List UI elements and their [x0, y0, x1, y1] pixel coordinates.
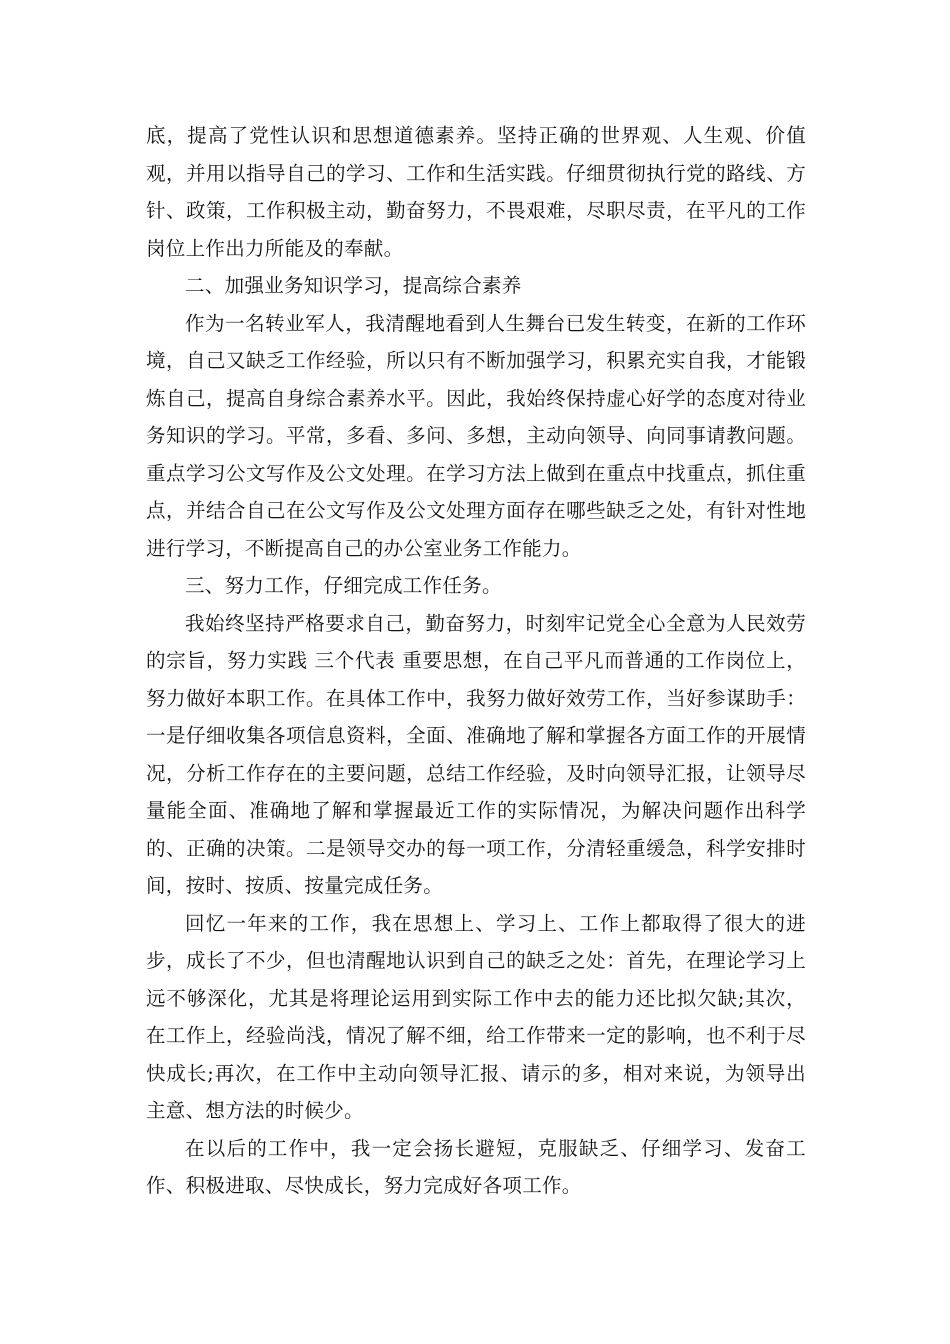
paragraph-conclusion: 在以后的工作中，我一定会扬长避短，克服缺乏、仔细学习、发奋工作、积极进取、尽快成长，努力完成好各项工作。: [146, 1136, 806, 1197]
paragraph-work: 我始终坚持严格要求自己，勤奋努力，时刻牢记党全心全意为人民效劳的宗旨，努力实践 三个代表 重要思想，在自己平凡而普通的工作岗位上，努力做好本职工作。在具体工作中，我努力做好效劳工作，当好参谋助手：一是仔细收集各项信息资料，全面、准确地了解和掌握各方面工作的开展情况，分析工作存在的主要问题，总结工作经验，及时向领导汇报，让领导尽量能全面、准确地了解和掌握最近工作的实际情况，为解决问题作出科学的、正确的决策。二是领导交办的每一项工作，分清轻重缓急，科学安排时间，按时、按质、按量完成任务。: [146, 611, 806, 897]
section-heading-3: 三、努力工作，仔细完成工作任务。: [185, 574, 502, 597]
paragraph-study: 作为一名转业军人，我清醒地看到人生舞台已发生转变，在新的工作环境，自己又缺乏工作经验，所以只有不断加强学习，积累充实自我，才能锻炼自己，提高自身综合素养水平。因此，我始终保持虚心好学的态度对待业务知识的学习。平常，多看、多问、多想，主动向领导、向同事请教问题。重点学习公文写作及公文处理。在学习方法上做到在重点中找重点，抓住重点，并结合自己在公文写作及公文处理方面存在哪些缺乏之处，有针对性地进行学习，不断提高自己的办公室业务工作能力。: [146, 311, 806, 560]
paragraph-continuation: 底，提高了党性认识和思想道德素养。坚持正确的世界观、人生观、价值观，并用以指导自己的学习、工作和生活实践。仔细贯彻执行党的路线、方针、政策，工作积极主动，勤奋努力，不畏艰难，尽职尽责，在平凡的工作岗位上作出力所能及的奉献。: [146, 124, 806, 260]
paragraph-review: 回忆一年来的工作，我在思想上、学习上、工作上都取得了很大的进步，成长了不少，但也清醒地认识到自己的缺乏之处：首先，在理论学习上远不够深化，尤其是将理论运用到实际工作中去的能力还比拟欠缺;其次，在工作上，经验尚浅，情况了解不细，给工作带来一定的影响，也不利于尽快成长;再次，在工作中主动向领导汇报、请示的多，相对来说，为领导出主意、想方法的时候少。: [146, 911, 806, 1122]
document-page: [146, 117, 806, 1205]
section-heading-2: 二、加强业务知识学习，提高综合素养: [185, 274, 522, 297]
